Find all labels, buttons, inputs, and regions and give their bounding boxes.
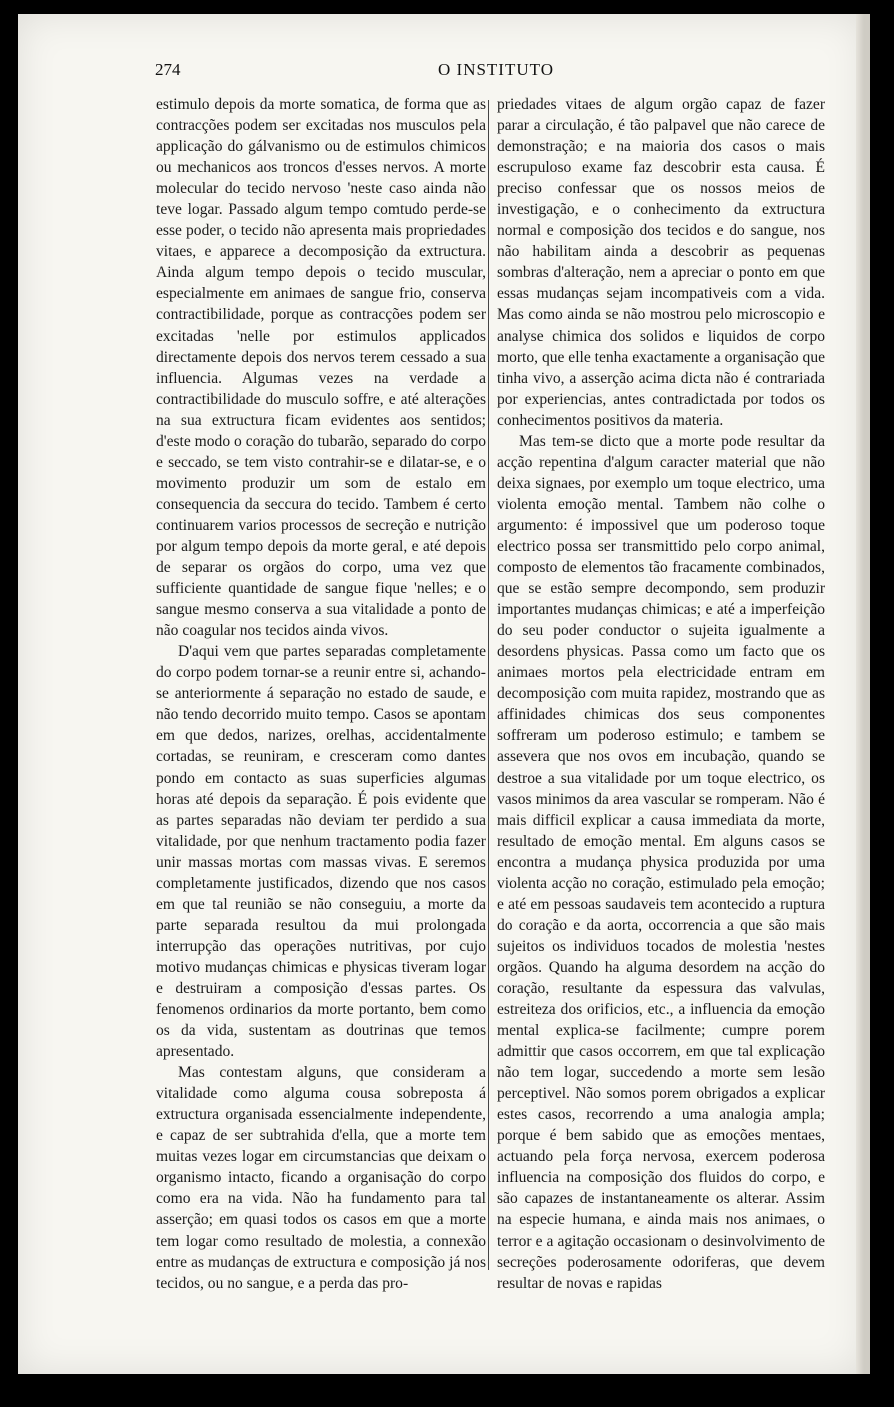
scanned-page — [18, 14, 870, 1374]
column-divider — [488, 100, 489, 1270]
left-column — [156, 94, 486, 1294]
paragraph: D'aqui vem que partes separadas completamente do corpo podem tornar-se a reunir entre si, achando-se anteriormente á separação no estado de saude, e não tendo decorrido muito tempo. Casos se apontam em que dedos, narizes, orelhas, accidentalmente cortadas, se reuniram, e cresceram como dantes pondo em contacto as suas superficies algumas horas até depois da separação. É pois evidente que as partes separadas não deviam ter perdido a sua vitalidade, por que nenhum tractamento podia fazer unir massas mortas com massas vivas. E seremos completamente justificados, dizendo que nos casos em que tal reunião se não conseguiu, a morte da parte separada resultou da mui prolongada interrupção das operações nutritivas, por cujo motivo mudanças chimicas e physicas tiveram logar e destruiram a composição d'essas partes. Os fenomenos ordinarios da morte portanto, bem como os da vida, sustentam as doutrinas que temos apresentado. — [156, 643, 486, 1061]
running-title: O INSTITUTO — [438, 60, 554, 79]
paragraph: Mas contestam alguns, que consideram a vitalidade como alguma cousa sobreposta á extructura organisada essencialmente independente, e capaz de ser subtrahida d'ella, que a morte tem muitas vezes logar em circumstancias que deixam o organismo intacto, ficando a organisação do corpo como era na vida. Não ha fundamento para tal asserção; em quasi todos os casos em que a morte tem logar como resultado de molestia, a connexão entre as mudanças de extructura e composição já nos tecidos, ou no sangue, e a perda das pro- — [156, 1064, 486, 1292]
right-column — [497, 94, 825, 1294]
page-number: 274 — [155, 60, 181, 79]
paragraph: priedades vitaes de algum orgão capaz de fazer parar a circulação, é tão palpavel que não carece de demonstração; e na maioria dos casos o mais escrupuloso exame faz descobrir esta causa. É preciso confessar que os nossos meios de investigação, e o conhecimento da extructura normal e composição dos tecidos e do sangue, nos não habilitam ainda a descobrir as pequenas sombras d'alteração, nem a apreciar o ponto em que essas mudanças sejam incompativeis com a vida. Mas como ainda se não mostrou pelo microscopio e analyse chimica dos solidos e liquidos de corpo morto, que elle tenha exactamente a organisação que tinha vivo, a asserção acima dicta não é contrariada por experiencias, antes contradictada por todos os conhecimentos positivos da materia. — [497, 96, 825, 429]
page-edge-shadow — [856, 14, 864, 1374]
paragraph: Mas tem-se dicto que a morte pode resultar da acção repentina d'algum caracter material que não deixa signaes, por exemplo um toque electrico, uma violenta emoção mental. Tambem não colhe o argumento: é impossivel que um poderoso toque electrico possa ser transmittido pelo corpo animal, composto de elementos tão fracamente combinados, que se estão sempre decompondo, sem produzir importantes mudanças chimicas; e até a imperfeição do seu poder conductor o sujeita igualmente a desordens physicas. Passa como um facto que os animaes mortos pela electricidade entram em decomposição com muita rapidez, mostrando que as affinidades chimicas dos seus componentes soffreram um poderoso estimulo; e tambem se assevera que nos ovos em incubação, quando se destroe a sua vitalidade por um toque electrico, os vasos minimos da area vascular se romperam. Não é mais difficil explicar a causa immediata da morte, resultado de emoção mental. Em alguns casos se encontra a mudança physica produzida por uma violenta acção no coração, estimulado pela emoção; e até em pessoas saudaveis tem acontecido a ruptura do coração e da aorta, occorrencia a que são mais sujeitos os individuos tocados de molestia 'nestes orgãos. Quando ha alguma desordem na acção do coração, resultante da espessura das valvulas, estreiteza dos orificios, etc., a influencia da emoção mental explica-se facilmente; cumpre porem admittir que casos occorrem, em que tal explicação não tem logar, succedendo a morte sem lesão perceptivel. Não somos porem obrigados a explicar estes casos, recorrendo a uma analogia ampla; porque é bem sabido que as emoções mentaes, actuando pela força nervosa, exercem poderosa influencia na composição dos fluidos do corpo, e são capazes de instantaneamente os alterar. Assim na especie humana, e ainda mais nos animaes, o terror e a agitação occasionam o desinvolvimento de secreções poderosamente odoriferas, que devem resultar de novas e rapidas — [497, 432, 825, 1292]
paragraph: estimulo depois da morte somatica, de forma que as contracções podem ser excitadas nos musculos pela applicação do gálvanismo ou de estimulos chimicos ou mechanicos aos troncos d'esses nervos. A morte molecular do tecido nervoso 'neste caso ainda não teve logar. Passado algum tempo comtudo perde-se esse poder, o tecido não apresenta mais propriedades vitaes, e apparece a decomposição da extructura. Ainda algum tempo depois o tecido muscular, especialmente em animaes de sangue frio, conserva contractibilidade, porque as contracções podem ser excitadas 'nelle por estimulos applicados directamente depois dos nervos terem cessado a sua influencia. Algumas vezes na verdade a contractibilidade do musculo soffre, e até alterações na sua extructura ficam evidentes aos sentidos; d'este modo o coração do tubarão, separado do corpo e seccado, se tem visto contrahir-se e dilatar-se, e o movimento produzir um som de estalo em consequencia da seccura do tecido. Tambem é certo continuarem varios processos de secreção e nutrição por algum tempo depois da morte geral, e até depois de separar os orgãos do corpo, uma vez que sufficiente quantidade de sangue fique 'nelles; e o sangue mesmo conserva a sua vitalidade a ponto de não coagular nos tecidos ainda vivos. — [156, 96, 486, 640]
